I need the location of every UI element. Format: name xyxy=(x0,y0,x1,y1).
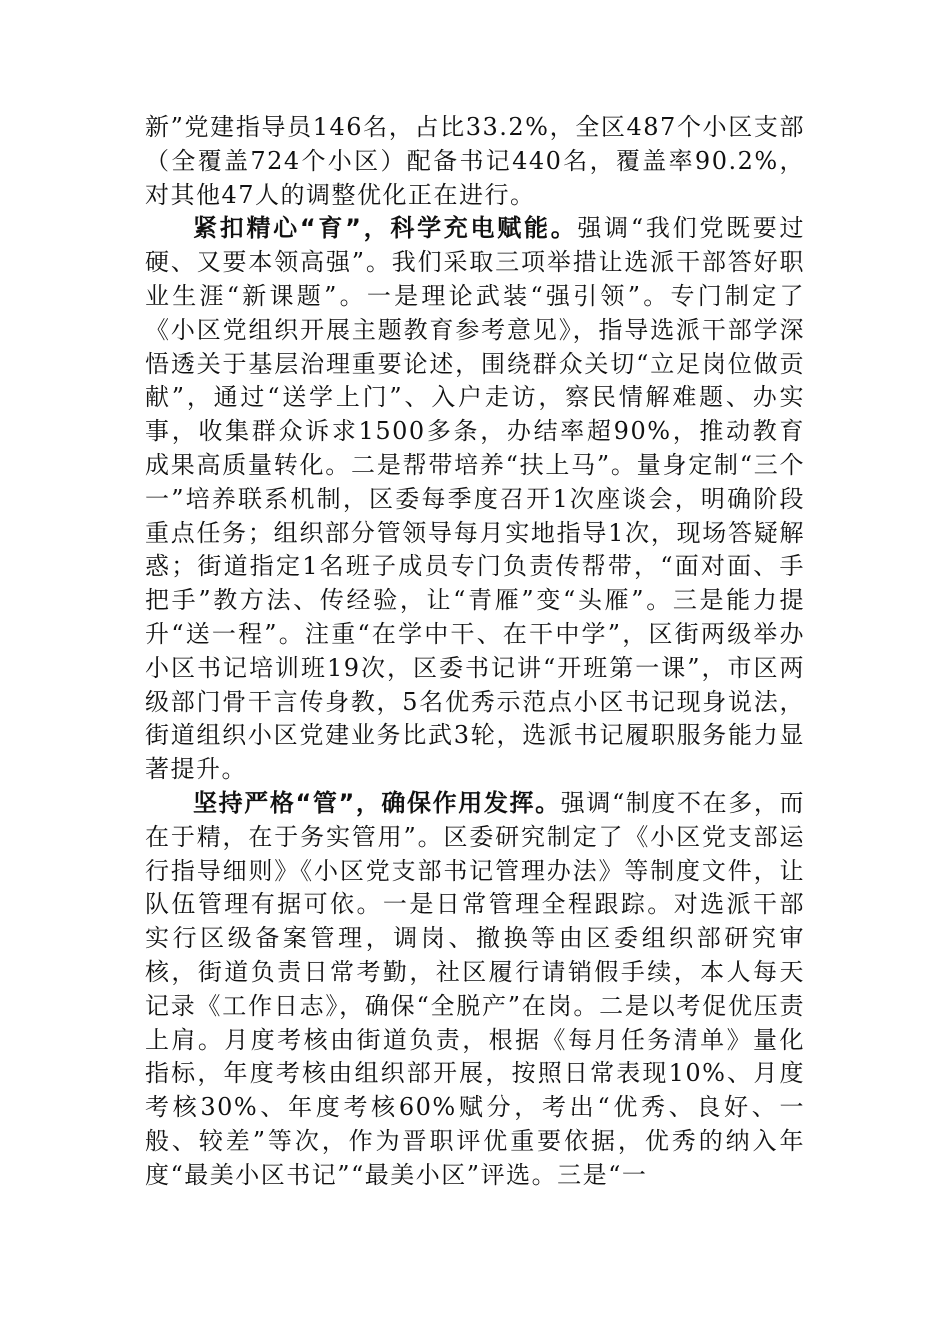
paragraph-heading: 坚持严格“管”，确保作用发挥。 xyxy=(193,788,561,817)
paragraph-continuation xyxy=(145,111,805,212)
paragraph-text: 强调“制度不在多，而在于精，在于务实管用”。区委研究制定了《小区党支部运行指导细则》《小区党支部书记管理办法》等制度文件，让队伍管理有据可依。一是日常管理全程跟踪。对选派干部实行区级备案管理，调岗、撤换等由区委组织部研究审核，街道负责日常考勤，社区履行请销假手续，本人每天记录《工作日志》，确保“全脱产”在岗。二是以考促优压责上肩。月度考核由街道负责，根据《每月任务清单》量化指标，年度考核由组织部开展，按照日常表现10%、月度考核30%、年度考核60%赋分，考出“优秀、良好、一般、较差”等次，作为晋职评优重要依据，优秀的纳入年度“最美小区书记”“最美小区”评选。三是“一 xyxy=(145,788,805,1189)
document-page xyxy=(145,111,805,1193)
paragraph-text: 强调“我们党既要过硬、又要本领高强”。我们采取三项举措让选派干部答好职业生涯“新课题”。一是理论武装“强引领”。专门制定了《小区党组织开展主题教育参考意见》，指导选派干部学深悟透关于基层治理重要论述，围绕群众关切“立足岗位做贡献”，通过“送学上门”、入户走访，察民情解难题、办实事，收集群众诉求1500多条，办结率超90%，推动教育成果高质量转化。二是帮带培养“扶上马”。量身定制“三个一”培养联系机制，区委每季度召开1次座谈会，明确阶段重点任务；组织部分管领导每月实地指导1次，现场答疑解惑；街道指定1名班子成员专门负责传帮带，“面对面、手把手”教方法、传经验，让“青雁”变“头雁”。三是能力提升“送一程”。注重“在学中干、在干中学”，区街两级举办小区书记培训班19次，区委书记讲“开班第一课”，市区两级部门骨干言传身教，5名优秀示范点小区书记现身说法，街道组织小区党建业务比武3轮，选派书记履职服务能力显著提升。 xyxy=(145,214,805,784)
paragraph-manage xyxy=(145,787,805,1193)
paragraph-text: 新”党建指导员146名，占比33.2%，全区487个小区支部（全覆盖724个小区）配备书记440名，覆盖率90.2%，对其他47人的调整优化正在进行。 xyxy=(145,113,805,209)
paragraph-heading: 紧扣精心“育”，科学充电赋能。 xyxy=(193,214,578,243)
paragraph-cultivate xyxy=(145,212,805,787)
